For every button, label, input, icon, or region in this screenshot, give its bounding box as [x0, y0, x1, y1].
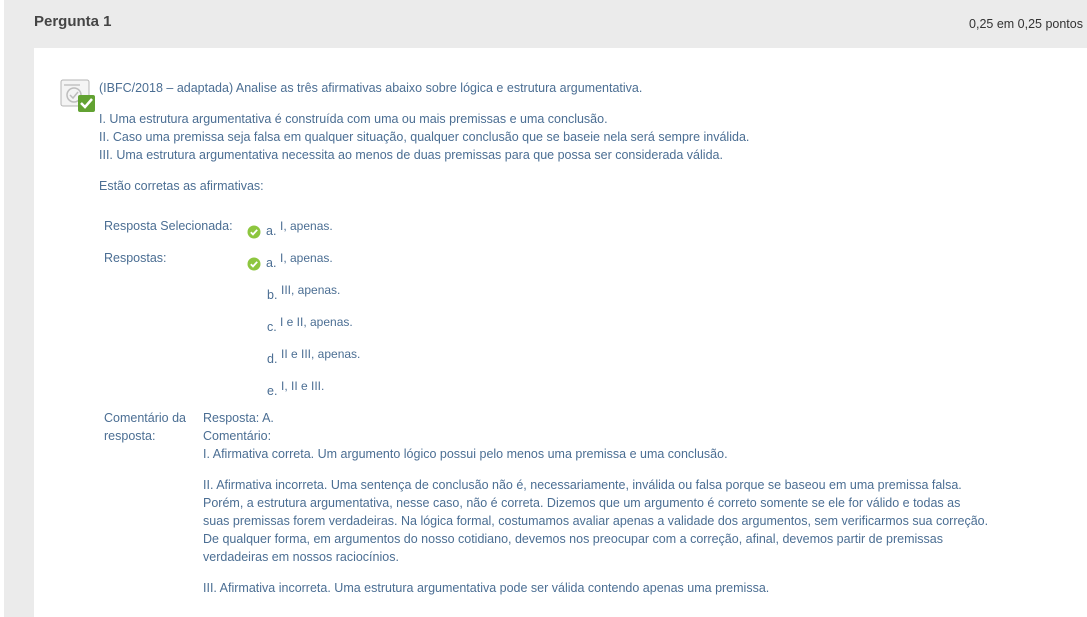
option-e-letter: e. — [267, 384, 278, 398]
feedback-line: verdadeiras em nossos raciocínios. — [203, 550, 399, 564]
question-prompt: Estão corretas as afirmativas: — [99, 179, 264, 193]
left-strip — [0, 0, 4, 617]
green-check-icon — [247, 257, 261, 271]
correct-question-icon — [60, 78, 96, 114]
feedback-line: Porém, a estrutura argumentativa, nesse caso, não é correta. Dizemos que um argumento é correto somente se ele for válido e todas as — [203, 496, 961, 510]
answers-label: Respostas: — [104, 251, 167, 265]
feedback-line: Resposta: A. — [203, 411, 274, 425]
feedback-line: suas premissas forem verdadeiras. Na lógica formal, costumamos avaliar apenas a validade dos argumentos, sem verificarmos sua correção. — [203, 514, 989, 528]
option-b-text: III, apenas. — [281, 283, 341, 297]
selected-answer-label: Resposta Selecionada: — [104, 219, 233, 233]
statement-1: I. Uma estrutura argumentativa é construída com uma ou mais premissas e uma conclusão. — [99, 112, 608, 126]
option-a-letter: a. — [266, 256, 277, 270]
option-e-text: I, II e III. — [281, 379, 325, 393]
question-points: 0,25 em 0,25 pontos — [969, 17, 1083, 31]
option-d-letter: d. — [267, 352, 278, 366]
option-a-text: I, apenas. — [280, 251, 333, 265]
option-c-letter: c. — [267, 320, 277, 334]
statement-3: III. Uma estrutura argumentativa necessita ao menos de duas premissas para que possa ser considerada válida. — [99, 148, 723, 162]
feedback-label-line1: Comentário da — [104, 411, 186, 425]
feedback-line: Comentário: — [203, 429, 272, 443]
selected-answer-letter: a. — [266, 224, 277, 238]
option-d-text: II e III, apenas. — [281, 347, 361, 361]
feedback-line: De qualquer forma, em argumentos do nosso cotidiano, devemos nos preocupar com a correção, afinal, devemos partir de premissas — [203, 532, 943, 546]
question-title: Pergunta 1 — [34, 13, 112, 30]
option-c-text: I e II, apenas. — [280, 315, 353, 329]
feedback-line: I. Afirmativa correta. Um argumento lógico possui pelo menos uma premissa e uma conclusão. — [203, 447, 728, 461]
green-check-icon — [247, 225, 261, 239]
statement-2: II. Caso uma premissa seja falsa em qualquer situação, qualquer conclusão que se baseie nela será sempre inválida. — [99, 130, 750, 144]
question-intro: (IBFC/2018 – adaptada) Analise as três afirmativas abaixo sobre lógica e estrutura argumentativa. — [99, 81, 643, 95]
option-b-letter: b. — [267, 288, 278, 302]
question-header — [4, 0, 1087, 48]
selected-answer-text: I, apenas. — [280, 219, 333, 233]
feedback-label-line2: resposta: — [104, 429, 156, 443]
feedback-line: II. Afirmativa incorreta. Uma sentença de conclusão não é, necessariamente, inválida ou falsa porque se baseou em uma premissa falsa. — [203, 478, 962, 492]
feedback-line: III. Afirmativa incorreta. Uma estrutura argumentativa pode ser válida contendo apenas uma premissa. — [203, 581, 770, 595]
